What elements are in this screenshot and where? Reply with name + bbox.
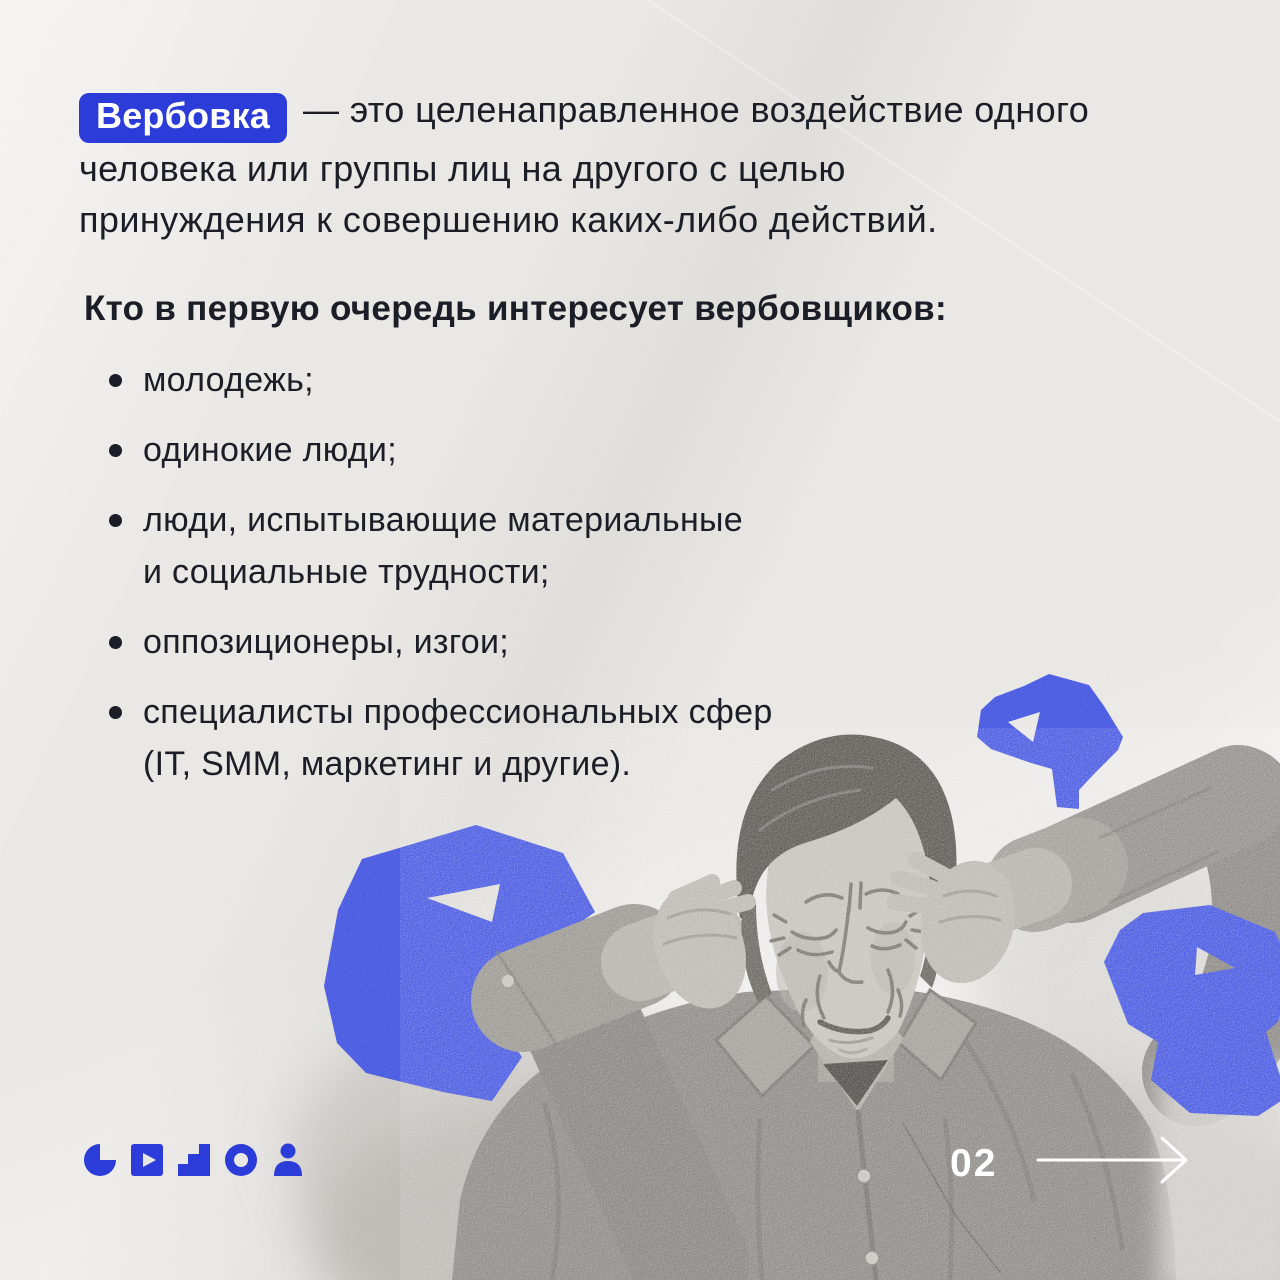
list-item	[84, 616, 773, 668]
brand-logo	[83, 1143, 305, 1177]
stairs-icon	[177, 1143, 211, 1177]
list-heading: Кто в первую очередь интересует вербовщиков:	[84, 289, 947, 328]
list-item-text: оппозиционеры, изгои;	[143, 623, 510, 661]
target-groups-list	[84, 354, 773, 808]
list-item-text: одинокие люди;	[143, 431, 397, 469]
term-badge	[79, 93, 287, 143]
list-item-text: и социальные трудности;	[143, 553, 550, 591]
list-item-text: специалисты профессиональных сфер	[143, 693, 773, 731]
list-item	[84, 494, 773, 598]
list-item	[84, 354, 773, 406]
list-item-text: молодежь;	[143, 361, 314, 399]
next-arrow-icon[interactable]	[1034, 1128, 1194, 1192]
definition-paragraph	[79, 84, 1089, 245]
term-badge-label: Вербовка	[96, 95, 271, 136]
list-item	[84, 686, 773, 790]
donut-icon	[224, 1143, 258, 1177]
person-icon	[271, 1143, 305, 1177]
definition-line-1: — это целенаправленное воздействие одного	[303, 89, 1090, 130]
list-item	[84, 424, 773, 476]
page-number: 02	[950, 1142, 998, 1185]
list-item-text: (IT, SMM, маркетинг и другие).	[143, 745, 632, 783]
play-square-icon	[130, 1143, 164, 1177]
definition-line-2: человека или группы лиц на другого с целью	[79, 148, 846, 189]
list-item-text: люди, испытывающие материальные	[143, 501, 743, 539]
definition-line-3: принуждения к совершению каких-либо действий.	[79, 199, 938, 240]
quarter-circle-icon	[83, 1143, 117, 1177]
